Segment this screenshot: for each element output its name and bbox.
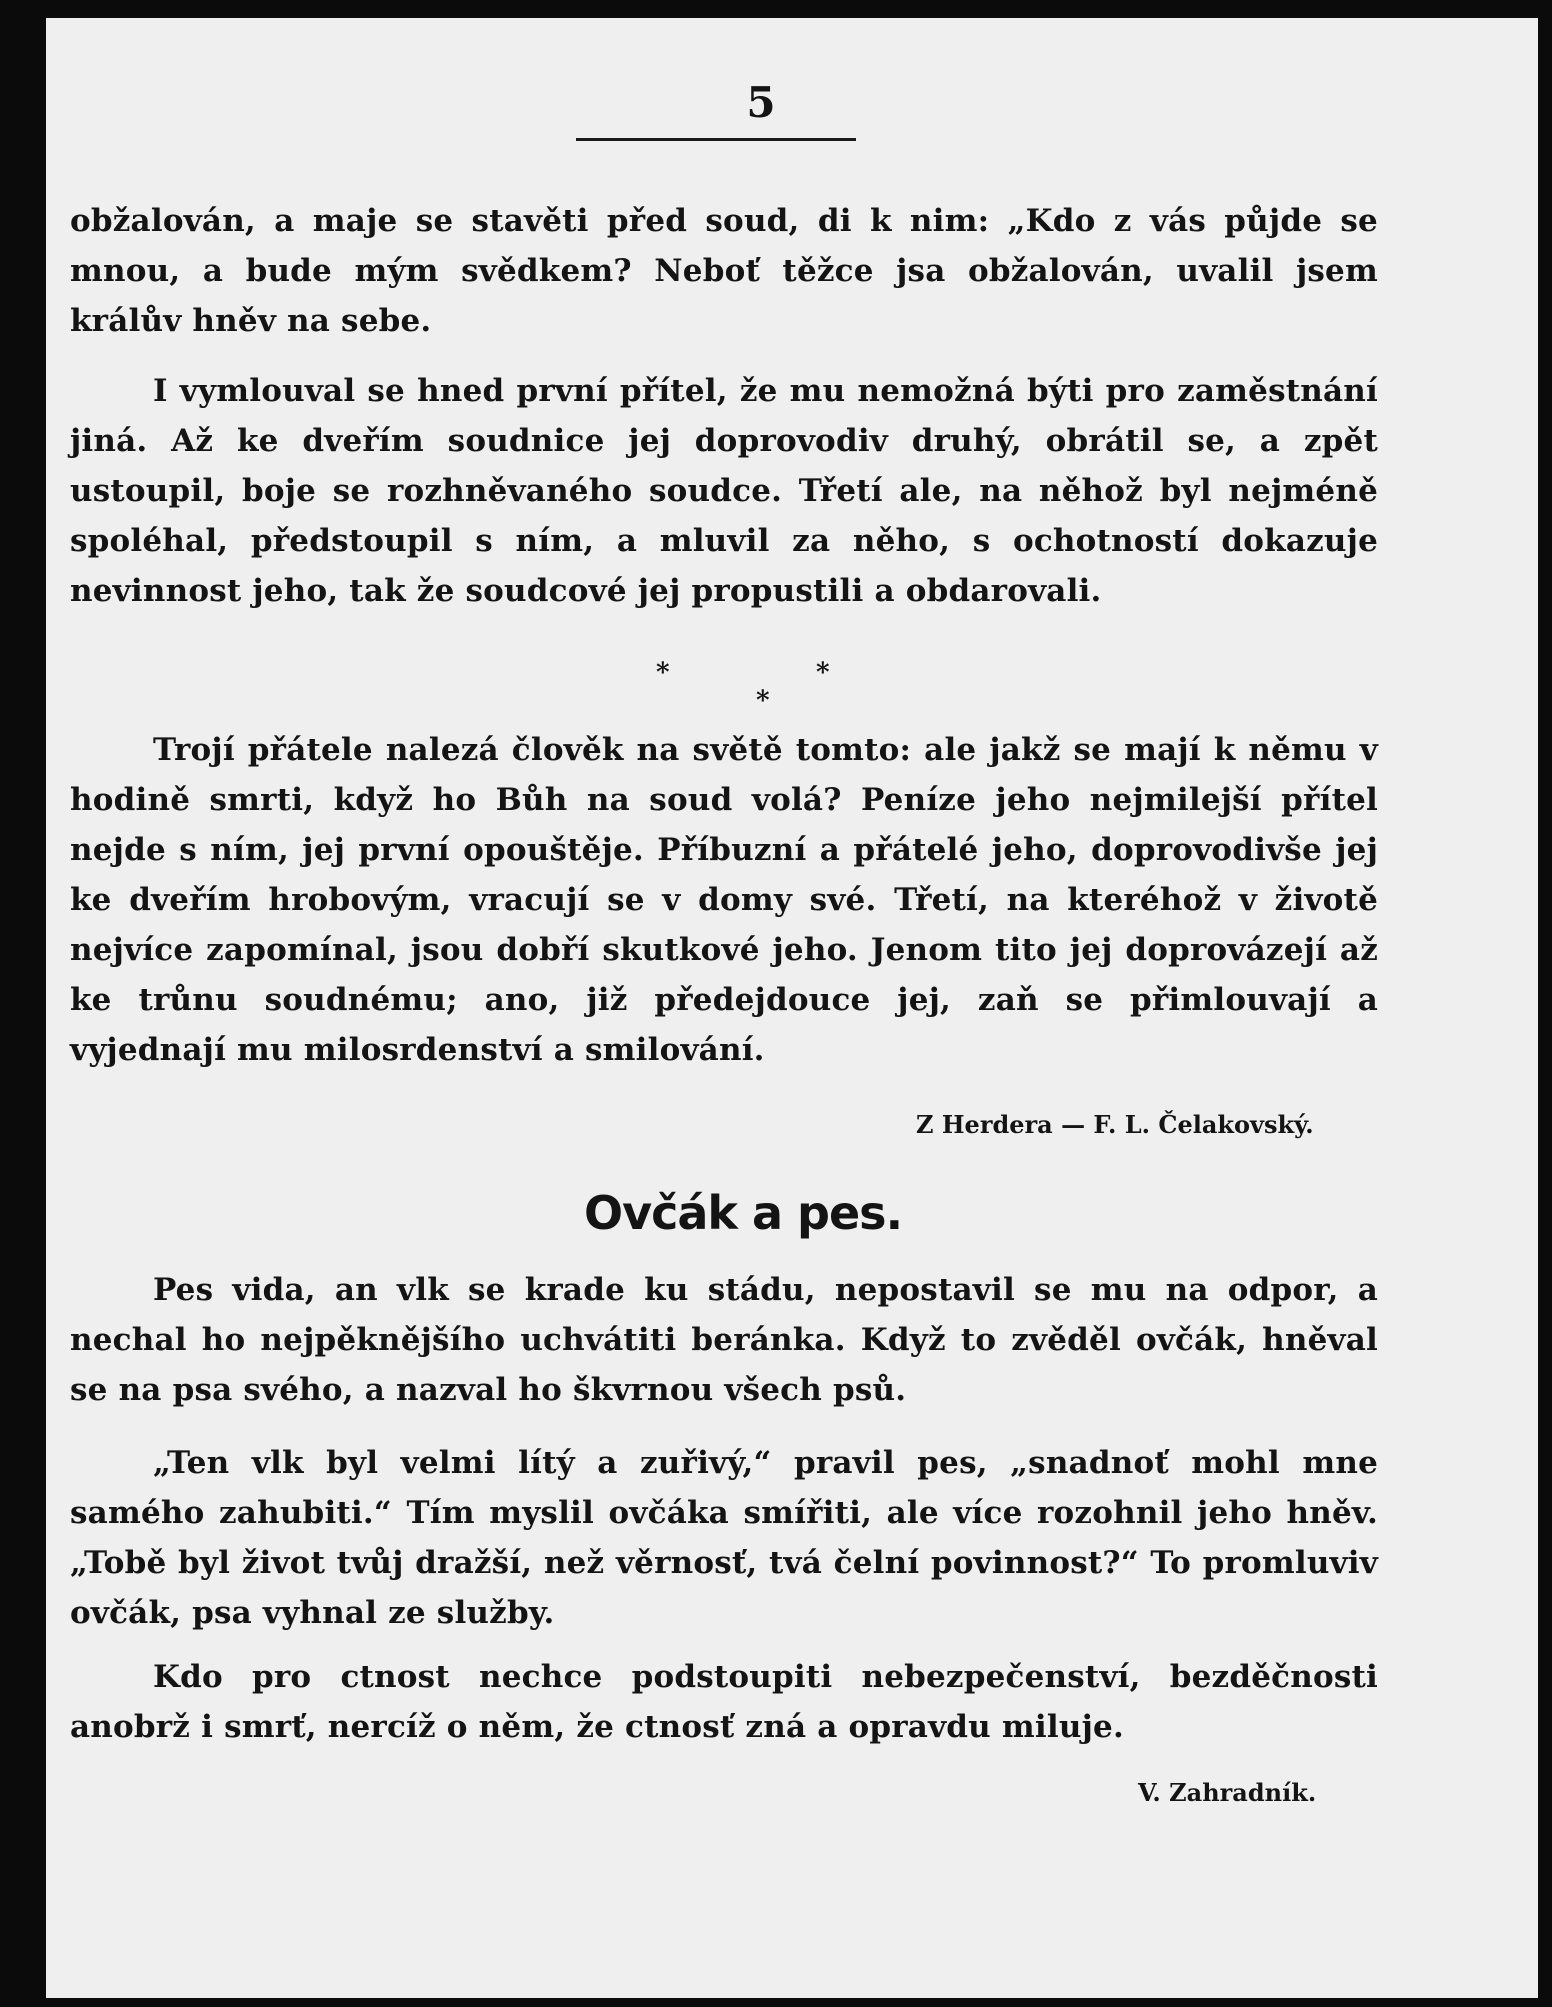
asterisk: * — [756, 686, 770, 716]
paragraph-5 — [70, 1438, 1378, 1638]
paragraph-1 — [70, 196, 1378, 346]
paragraph-text: obžalován, a maje se stavěti před soud, di k nim: „Kdo z vás půjde se mnou, a bude mým svědkem? Neboť těžce jsa obžalován, uvalil jsem králův hněv na sebe. — [70, 203, 1378, 339]
book-page — [46, 18, 1538, 1998]
attribution: Z Herdera — F. L. Čelakovský. — [916, 1110, 1314, 1139]
asterisk: * — [656, 658, 670, 688]
paragraph-4 — [70, 1265, 1378, 1415]
asterisk: * — [816, 658, 830, 688]
attribution: V. Zahradník. — [1138, 1778, 1317, 1807]
page-number: 5 — [746, 78, 776, 127]
paragraph-6 — [70, 1652, 1378, 1752]
paragraph-text: I vymlouval se hned první přítel, že mu nemožná býti pro zaměstnání jiná. Až ke dveřím soudnice jej doprovodiv druhý, obrátil se, a zpět ustoupil, boje se rozhněvaného soudce. Třetí ale, na něhož byl nejméně spoléhal, předstoupil s ním, a mluvil za něho, s ochotností dokazuje nevinnost jeho, tak že soudcové jej propustili a obdarovali. — [70, 373, 1378, 609]
paragraph-text: Pes vida, an vlk se krade ku stádu, nepostavil se mu na odpor, a nechal ho nejpěknějšího uchvátiti beránka. Když to zvěděl ovčák, hněval se na psa svého, a nazval ho škvrnou všech psů. — [70, 1272, 1378, 1408]
paragraph-3 — [70, 725, 1378, 1075]
paragraph-text: „Ten vlk byl velmi lítý a zuřivý,“ pravil pes, „snadnoť mohl mne samého zahubiti.“ Tím myslil ovčáka smířiti, ale více rozohnil jeho hněv. „Tobě byl život tvůj dražší, než věrnosť, tvá čelní povinnost?“ To promluviv ovčák, psa vyhnal ze služby. — [70, 1445, 1378, 1631]
paragraph-text: Kdo pro ctnost nechce podstoupiti nebezpečenství, bezděčnosti anobrž i smrť, nercíž o něm, že ctnosť zná a opravdu miluje. — [70, 1659, 1378, 1745]
paragraph-text: Trojí přátele nalezá člověk na světě tomto: ale jakž se mají k němu v hodině smrti, když ho Bůh na soud volá? Peníze jeho nejmilejší přítel nejde s ním, jej první opouštěje. Příbuzní a přátelé jeho, doprovodivše jej ke dveřím hrobovým, vracují se v domy své. Třetí, na kteréhož v životě nejvíce zapomínal, jsou dobří skutkové jeho. Jenom tito jej doprovázejí až ke trůnu soudnému; ano, již předejdouce jej, zaň se přimlouvají a vyjednají mu milosrdenství a smilování. — [70, 732, 1378, 1068]
fable-title: Ovčák a pes. — [584, 1186, 903, 1240]
paragraph-2 — [70, 366, 1378, 616]
page-number-rule — [576, 138, 856, 141]
section-separator — [626, 658, 830, 718]
